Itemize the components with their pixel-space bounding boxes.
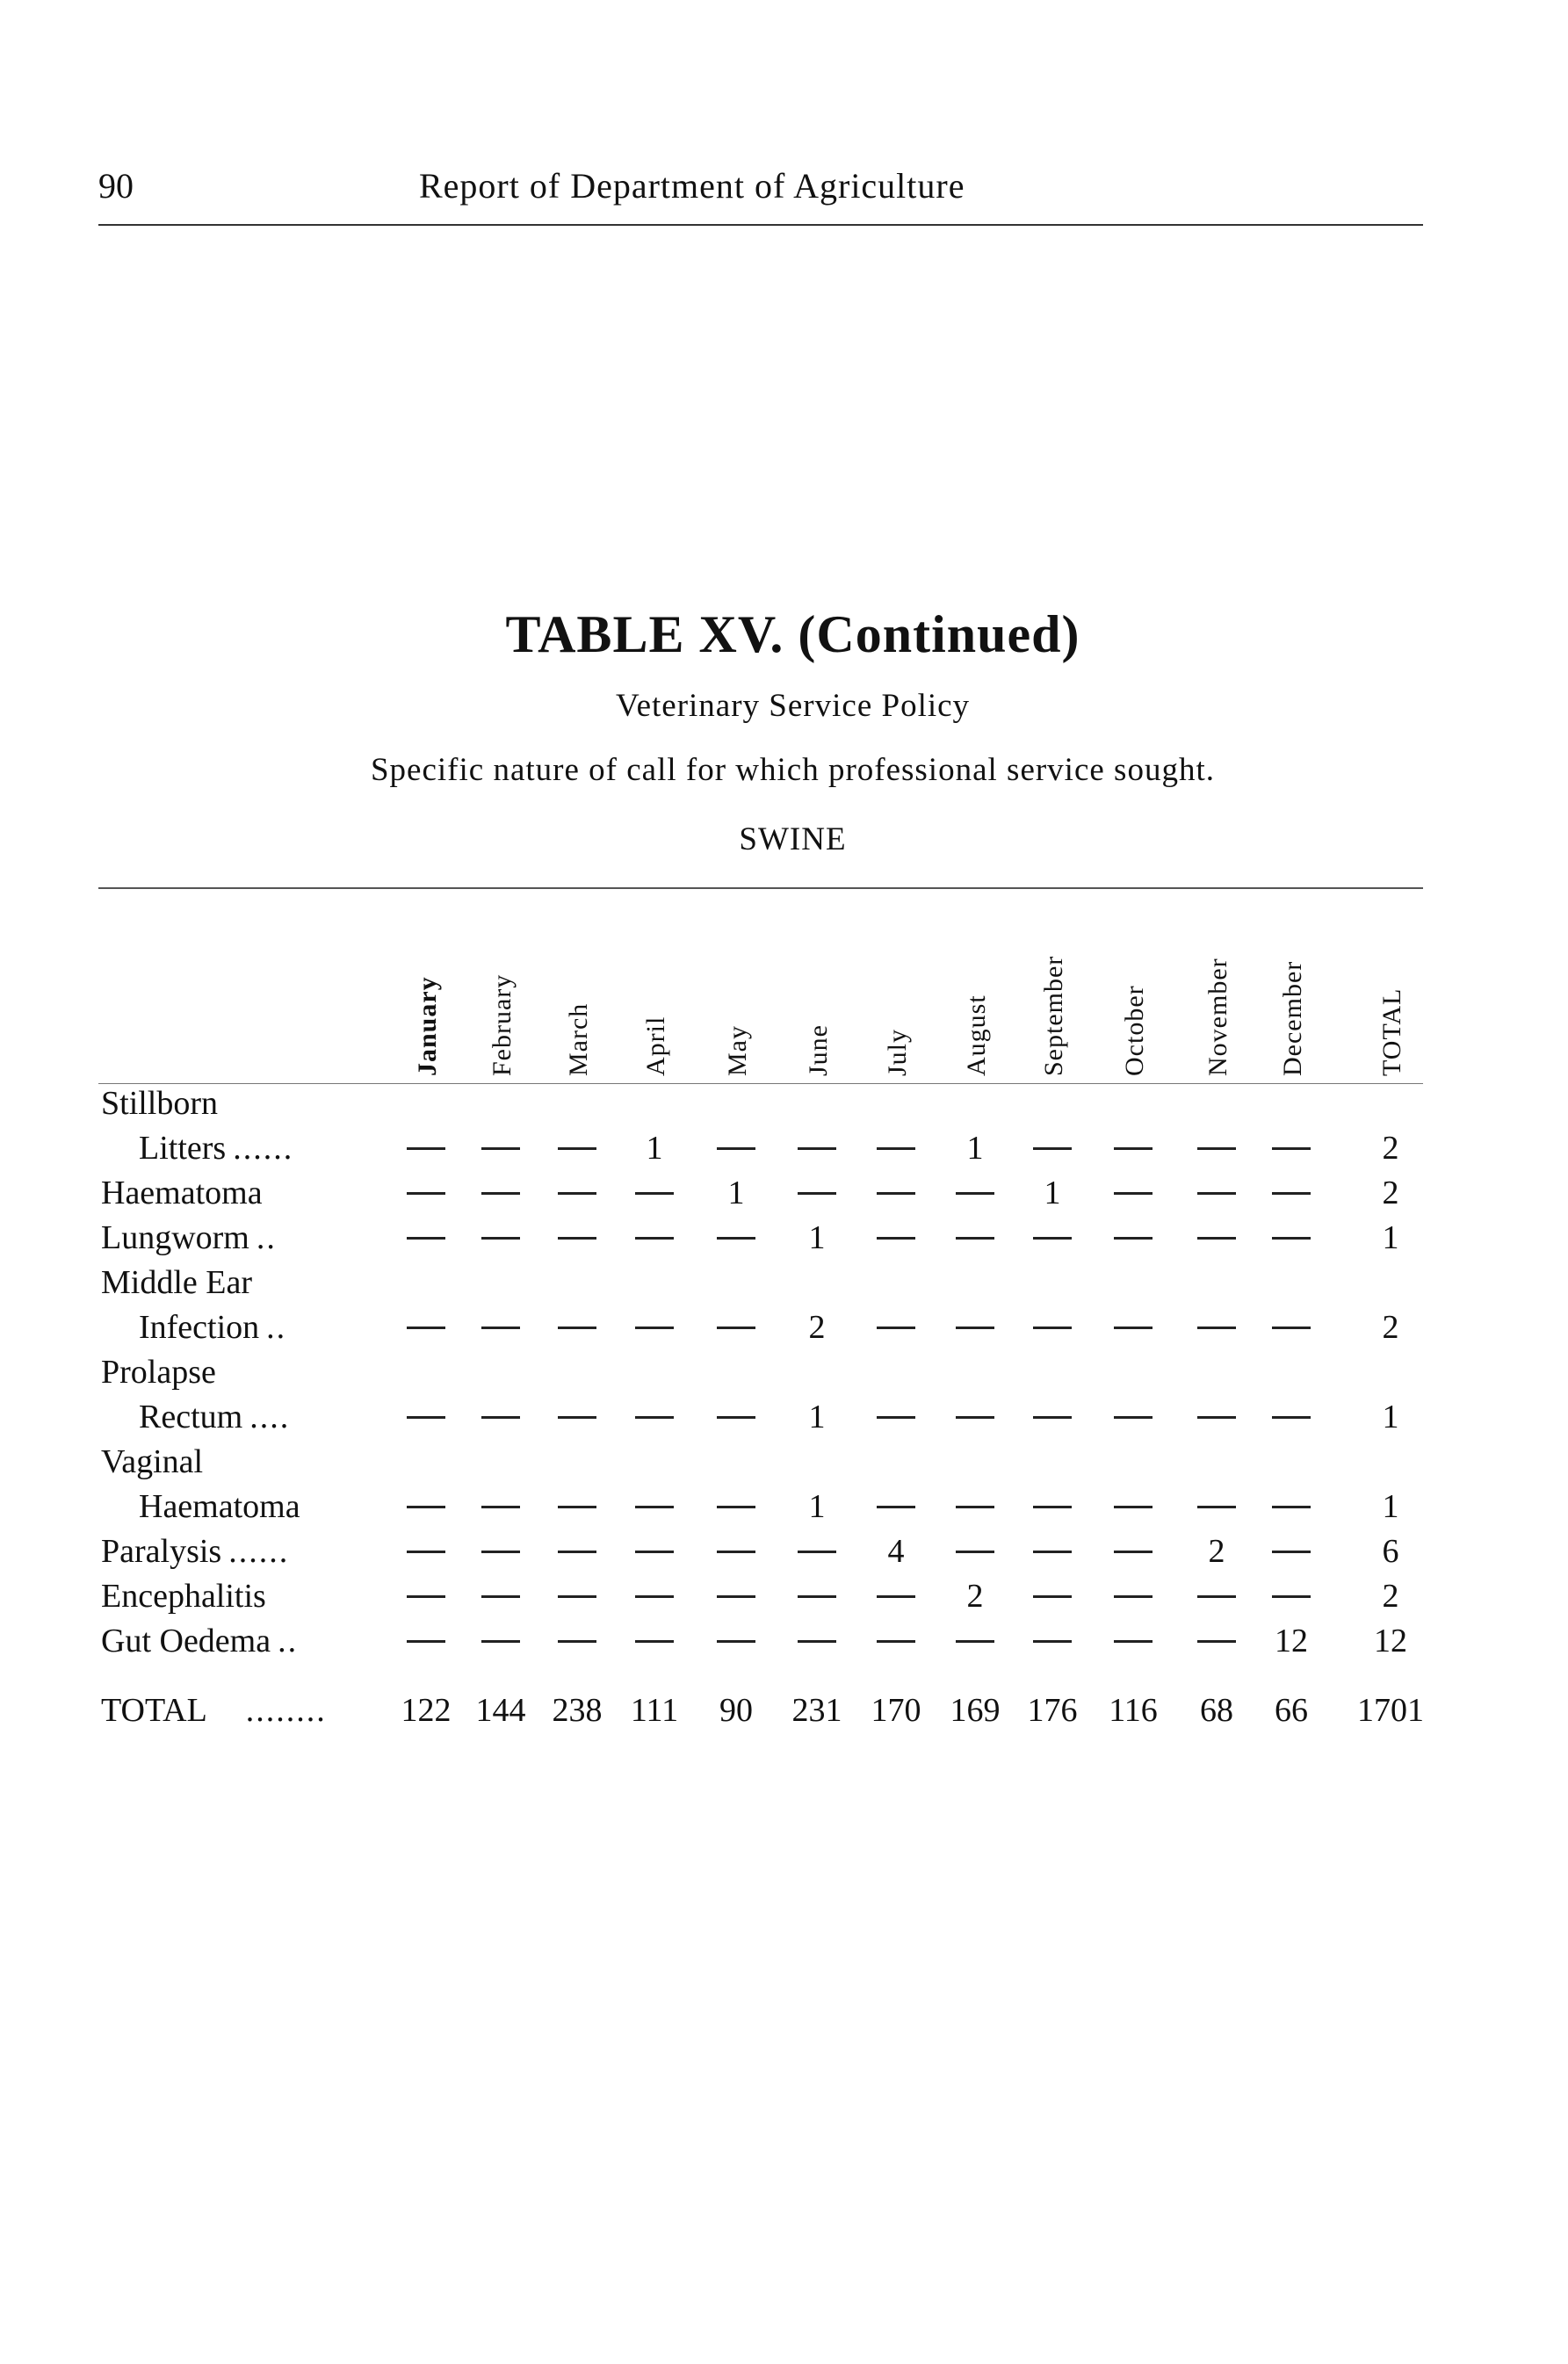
leader-dots: .. [278,1623,299,1659]
table-cell-dash [798,1595,836,1598]
table-cell-dash [1033,1506,1072,1508]
table-cell-dash [1197,1640,1236,1643]
column-header-label: July [883,1028,912,1076]
table-cell-dash [956,1416,994,1419]
table-cell-dash [717,1237,755,1240]
column-header-label: December [1278,960,1307,1076]
table-cell-dash [956,1551,994,1553]
table-cell-dash [1197,1416,1236,1419]
table-cell-dash [717,1147,755,1150]
table-cell-dash [1272,1147,1311,1150]
table-cell-dash [956,1640,994,1643]
table-cell-dash [558,1595,596,1598]
table-cell-dash [635,1595,674,1598]
table-cell: 144 [475,1692,526,1729]
table-cell-dash [877,1595,915,1598]
table-cell-dash [956,1192,994,1195]
table-cell-dash [558,1551,596,1553]
total-row-label [101,1694,327,1727]
table-cell-dash [481,1327,520,1329]
row-label [139,1311,286,1344]
table-cell-dash [635,1551,674,1553]
table-cell-dash [1272,1237,1311,1240]
table-cell-dash [407,1327,445,1329]
table-cell-dash [877,1640,915,1643]
table-cell-dash [1114,1416,1153,1419]
row-label [101,1535,289,1568]
table-cell: 1 [1382,1399,1399,1435]
table-cell-dash [558,1237,596,1240]
table-cell: 1 [1044,1175,1061,1211]
table-cell: 116 [1109,1692,1158,1729]
row-label [101,1176,263,1210]
row-label [101,1087,218,1120]
table-cell-dash [558,1147,596,1150]
table-category: SWINE [739,821,847,857]
row-label-text: Haematoma [139,1488,300,1525]
row-label [101,1221,277,1254]
table-cell-dash [558,1640,596,1643]
table-cell-dash [717,1595,755,1598]
table-cell-dash [1114,1551,1153,1553]
table-cell-dash [407,1237,445,1240]
table-description: Specific nature of call for which professional service sought. [370,752,1215,788]
table-cell-dash [956,1327,994,1329]
table-cell-dash [1272,1595,1311,1598]
row-label-text: Paralysis [101,1533,222,1570]
leader-dots: ...... [233,1130,294,1167]
table-cell-dash [956,1506,994,1508]
table-cell-dash [717,1506,755,1508]
row-label-text: Vaginal [101,1443,204,1480]
running-head: Report of Department of Agriculture [419,166,965,206]
table-cell-dash [1033,1237,1072,1240]
leader-dots: ...... [228,1533,290,1570]
table-cell: 2 [1382,1309,1399,1346]
column-header-label: TOTAL [1377,987,1406,1076]
row-label [139,1490,300,1523]
table-cell-dash [1033,1595,1072,1598]
column-header-label: September [1039,955,1068,1076]
table-cell-dash [407,1551,445,1553]
table-cell: 90 [719,1692,753,1729]
table-cell-dash [1114,1595,1153,1598]
table-cell-dash [558,1506,596,1508]
row-label [139,1131,293,1165]
table-cell-dash [877,1147,915,1150]
table-cell-dash [558,1416,596,1419]
table-cell: 2 [1382,1130,1399,1167]
table-cell: 1 [646,1130,663,1167]
table-cell-dash [635,1192,674,1195]
row-label-text: Stillborn [101,1085,219,1122]
table-cell: 1 [808,1219,826,1256]
row-label-text: Encephalitis [101,1578,266,1615]
row-label-text: Prolapse [101,1354,216,1391]
table-cell-dash [481,1506,520,1508]
table-cell: 2 [1208,1533,1225,1570]
table-cell-dash [877,1192,915,1195]
table-cell-dash [1197,1595,1236,1598]
table-cell-dash [877,1416,915,1419]
leader-dots: .... [249,1399,291,1435]
table-cell-dash [635,1640,674,1643]
header-divider [98,224,1423,226]
table-cell-dash [717,1551,755,1553]
column-header-label: January [413,976,442,1076]
table-cell: 1 [727,1175,745,1211]
table-cell: 1 [966,1130,984,1167]
table-cell-dash [481,1192,520,1195]
leader-dots: ........ [245,1692,327,1729]
table-cell: 122 [401,1692,452,1729]
table-cell: 12 [1374,1623,1407,1659]
row-label [101,1624,298,1658]
row-label-text: Middle Ear [101,1264,253,1301]
row-label [101,1445,203,1478]
table-cell: 66 [1275,1692,1308,1729]
row-label-text: Lungworm [101,1219,249,1256]
table-cell-dash [1197,1237,1236,1240]
table-title: TABLE XV. (Continued) [505,605,1080,663]
table-cell-dash [798,1192,836,1195]
column-header-label: June [804,1024,833,1076]
table-cell-dash [1272,1551,1311,1553]
column-header-divider [98,1083,1423,1084]
column-header-label: March [564,1002,593,1076]
row-label [101,1580,266,1613]
table-cell-dash [798,1640,836,1643]
table-cell: 68 [1200,1692,1233,1729]
table-cell-dash [1197,1147,1236,1150]
table-cell-dash [1114,1327,1153,1329]
table-cell-dash [717,1416,755,1419]
row-label-text: Rectum [139,1399,243,1435]
table-cell-dash [1197,1506,1236,1508]
table-cell: 2 [1382,1578,1399,1615]
column-header-label: February [488,973,517,1076]
table-cell-dash [717,1640,755,1643]
table-cell-dash [877,1506,915,1508]
table-cell-dash [635,1416,674,1419]
table-cell-dash [407,1192,445,1195]
row-label-text: Gut Oedema [101,1623,271,1659]
row-label-text: Infection [139,1309,260,1346]
table-cell-dash [717,1327,755,1329]
table-cell-dash [481,1416,520,1419]
table-cell: 1701 [1357,1692,1424,1729]
table-cell-dash [407,1416,445,1419]
table-cell-dash [1033,1416,1072,1419]
table-cell-dash [481,1551,520,1553]
table-cell-dash [1033,1551,1072,1553]
row-label [101,1356,216,1389]
table-cell: 111 [630,1692,679,1729]
table-cell: 1 [1382,1219,1399,1256]
table-cell-dash [481,1595,520,1598]
table-cell: 6 [1382,1533,1399,1570]
table-top-divider [98,887,1423,889]
column-header-label: April [641,1016,670,1076]
table-cell-dash [1272,1506,1311,1508]
table-cell: 1 [808,1399,826,1435]
table-cell-dash [407,1595,445,1598]
table-subtitle: Veterinary Service Policy [615,688,971,724]
table-cell-dash [1197,1327,1236,1329]
table-cell-dash [1033,1327,1072,1329]
table-cell-dash [481,1237,520,1240]
table-cell: 176 [1027,1692,1078,1729]
table-cell-dash [635,1327,674,1329]
table-cell-dash [798,1147,836,1150]
table-cell-dash [481,1147,520,1150]
table-cell-dash [1114,1237,1153,1240]
table-cell: 231 [791,1692,842,1729]
table-cell-dash [635,1506,674,1508]
table-cell-dash [407,1640,445,1643]
row-label [139,1400,290,1434]
table-cell-dash [407,1147,445,1150]
table-cell-dash [558,1327,596,1329]
table-cell: 170 [871,1692,921,1729]
table-cell: 2 [808,1309,826,1346]
table-cell-dash [1272,1416,1311,1419]
table-cell-dash [635,1237,674,1240]
table-cell: 12 [1275,1623,1308,1659]
table-cell: 2 [966,1578,984,1615]
row-label-text: Litters [139,1130,227,1167]
table-cell: 238 [552,1692,603,1729]
page-number: 90 [98,166,134,206]
row-label-text: Haematoma [101,1175,263,1211]
table-cell-dash [877,1237,915,1240]
table-cell-dash [1114,1640,1153,1643]
table-cell-dash [1272,1327,1311,1329]
table-cell-dash [798,1551,836,1553]
table-cell-dash [956,1237,994,1240]
table-cell: 1 [1382,1488,1399,1525]
column-header-label: May [723,1025,752,1076]
table-cell-dash [1033,1147,1072,1150]
page-header [98,165,1423,218]
table-cell: 1 [808,1488,826,1525]
table-cell-dash [1272,1192,1311,1195]
column-header-label: August [962,994,991,1076]
leader-dots: .. [266,1309,287,1346]
table-cell: 4 [887,1533,905,1570]
table-cell-dash [1033,1640,1072,1643]
table-cell-dash [1114,1506,1153,1508]
table-cell-dash [481,1640,520,1643]
table-cell-dash [407,1506,445,1508]
table-cell-dash [1114,1147,1153,1150]
table-cell-dash [558,1192,596,1195]
table-cell-dash [1114,1192,1153,1195]
leader-dots: .. [256,1219,277,1256]
column-header-label: October [1120,985,1149,1076]
row-label [101,1266,252,1299]
table-cell-dash [877,1327,915,1329]
column-header-label: November [1203,958,1232,1076]
table-cell-dash [1197,1192,1236,1195]
table-cell: 169 [950,1692,1001,1729]
total-label-text: TOTAL [101,1692,207,1729]
table-cell: 2 [1382,1175,1399,1211]
